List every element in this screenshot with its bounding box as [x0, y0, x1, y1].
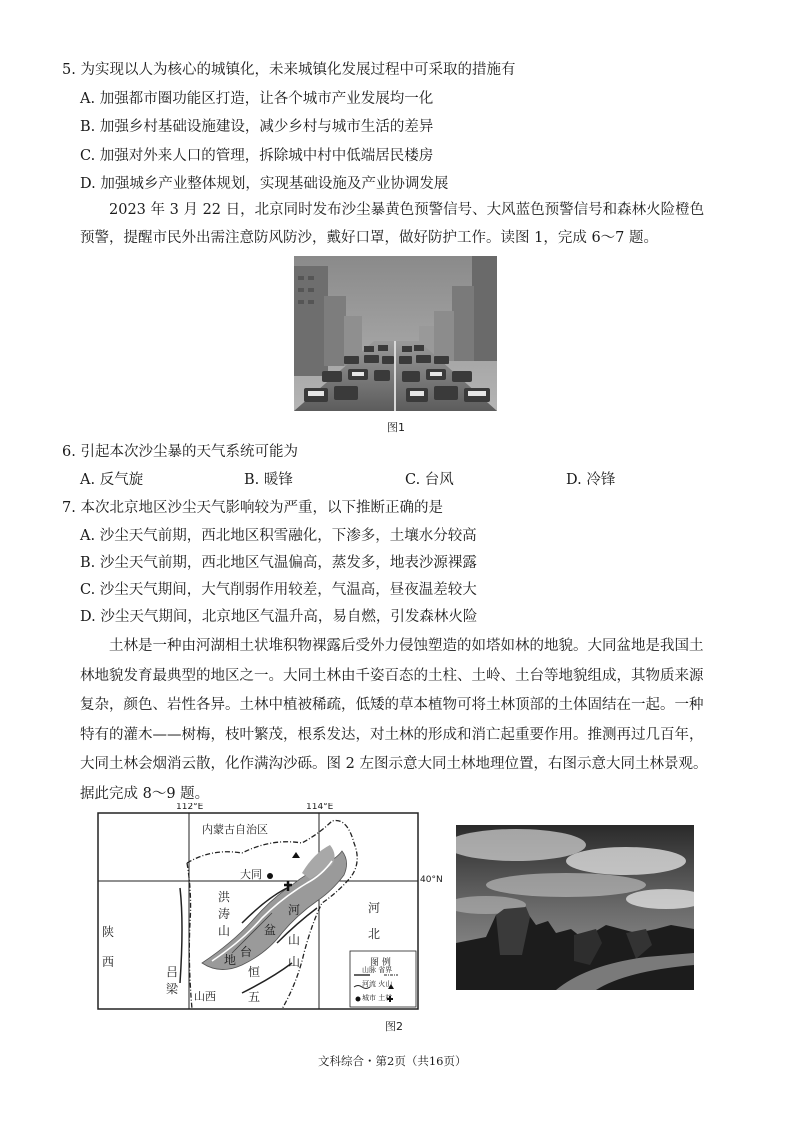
q7-option-b: B. 沙尘天气前期，西北地区气温偏高，蒸发多，地表沙源裸露 [80, 555, 477, 571]
q5-stem: 5. 为实现以人为核心的城镇化，未来城镇化发展过程中可采取的措施有 [62, 62, 516, 78]
q6-option-a: A. 反气旋 [80, 472, 144, 488]
map-label-datong: 大同 [240, 868, 262, 881]
figure-2-caption: 图2 [385, 1020, 403, 1033]
map-label-wutai-2: 台 [240, 945, 253, 959]
map-label-hengshan-1: 恒 [248, 965, 261, 979]
q7-option-a: A. 沙尘天气前期，西北地区积雪融化，下渗多，土壤水分较高 [80, 528, 477, 544]
map-label-basin-2: 地 [224, 953, 237, 967]
map-label-hongtao-2: 涛 [218, 907, 231, 921]
q7-option-d: D. 沙尘天气期间，北京地区气温升高，易自燃，引发森林火险 [80, 609, 478, 625]
q5-option-d: D. 加强城乡产业整体规划，实现基础设施及产业协调发展 [80, 176, 449, 192]
map-label-wutai-3: 山 [288, 955, 301, 969]
map-label-hebei-2: 北 [368, 927, 381, 941]
map-label-neimenggu: 内蒙古自治区 [202, 823, 268, 836]
q6-stem: 6. 引起本次沙尘暴的天气系统可能为 [62, 444, 298, 460]
intro-paragraph-1: 2023 年 3 月 22 日，北京同时发布沙尘暴黄色预警信号、大风蓝色预警信号和森林火险橙色预警，提醒市民外出需注意防风防沙，戴好口罩，做好防护工作。读图 1，完成 6～7 题。 [80, 202, 705, 246]
map-legend-row-1: 山脉 省界 [362, 966, 393, 974]
map-lon-114: 114°E [306, 803, 334, 812]
figure-2-landscape-photo [456, 825, 694, 990]
map-label-shanxi-province: 山西 [194, 990, 216, 1003]
map-lat-40: 40°N [420, 875, 443, 885]
figure-2-map [92, 803, 444, 1015]
q5-option-a: A. 加强都市圈功能区打造，让各个城市产业发展均一化 [80, 91, 434, 107]
q6-option-c: C. 台风 [405, 472, 454, 488]
map-label-wutai-1: 五 [248, 990, 261, 1004]
q6-option-d: D. 冷锋 [566, 472, 616, 488]
map-label-river: 河 [288, 903, 301, 917]
q6-option-b: B. 暖锋 [244, 472, 293, 488]
map-label-shaanxi-1: 陕 [102, 925, 115, 939]
figure-1-caption: 图1 [387, 421, 405, 434]
intro-paragraph-2: 土林是一种由河湖相土状堆积物裸露后受外力侵蚀塑造的如塔如林的地貌。大同盆地是我国土林地貌发育最典型的地区之一。大同土林由千姿百态的土柱、土岭、土台等地貌组成，其物质来源复杂，颜色、岩性各异。土林中植被稀疏，低矮的草本植物可将土林顶部的土体固结在一起。一种特有的灌木——树梅，枝叶繁茂，根系发达，对土林的形成和消亡起重要作用。推测再过几百年，大同土林会烟消云散，化作满沟沙砾。图 2 左图示意大同土林地理位置，右图示意大同土林景观。据此完成 8～9 题。 [80, 638, 708, 802]
q7-option-c: C. 沙尘天气期间，大气削弱作用较差，气温高，昼夜温差较大 [80, 582, 477, 598]
map-lon-112: 112°E [176, 803, 204, 812]
map-label-hongtao-3: 山 [218, 924, 231, 938]
map-legend-title: 图 例 [370, 958, 391, 968]
map-label-hengshan-2: 山 [288, 933, 301, 947]
map-label-hongtao-1: 洪 [218, 890, 231, 904]
q7-stem: 7. 本次北京地区沙尘天气影响较为严重，以下推断正确的是 [62, 500, 443, 516]
q5-option-b: B. 加强乡村基础设施建设，减少乡村与城市生活的差异 [80, 119, 434, 135]
map-label-hebei-1: 河 [368, 901, 381, 915]
q5-option-c: C. 加强对外来人口的管理，拆除城中村中低端居民楼房 [80, 148, 434, 164]
map-label-luliang-1: 吕 [166, 965, 179, 979]
map-label-basin-1: 盆 [264, 923, 277, 937]
map-legend-row-2: 河流 火山 [362, 980, 393, 988]
page-footer: 文科综合・第2页（共16页） [318, 1054, 467, 1068]
figure-1-photo [294, 256, 497, 411]
map-legend-row-3: 城市 土林 [362, 994, 393, 1002]
map-label-shaanxi-2: 西 [102, 955, 115, 969]
map-label-luliang-2: 梁 [166, 982, 179, 996]
